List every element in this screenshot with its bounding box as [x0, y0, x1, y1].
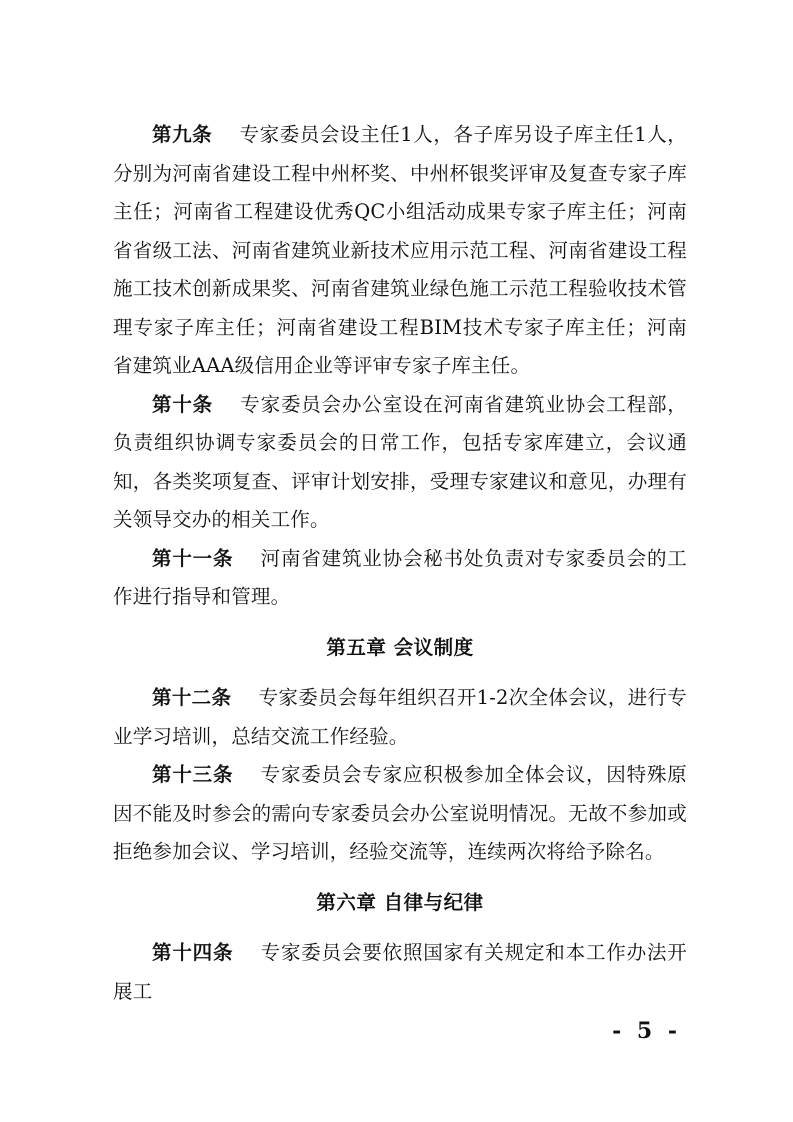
article-label: 第十二条 — [152, 686, 232, 709]
article-text: 专家委员会专家应积极参加全体会议，因特殊原因不能及时参会的需向专家委员会办公室说明情况。无故不参加或拒绝参加会议、学习培训，经验交流等，连续两次将给予除名。 — [113, 763, 687, 863]
article-text: 专家委员会设主任1人，各子库另设子库主任1人，分别为河南省建设工程中州杯奖、中州杯银奖评审及复查专家子库主任；河南省工程建设优秀QC小组活动成果专家子库主任；河南省省级工法、河南省建筑业新技术应用示范工程、河南省建设工程施工技术创新成果奖、河南省建筑业绿色施工示范工程验收技术管理专家子库主任；河南省建设工程BIM技术专家子库主任；河南省建筑业AAA级信用企业等评审专家子库主任。 — [113, 123, 687, 377]
article-label: 第十四条 — [152, 941, 234, 964]
article-text: 专家委员会每年组织召开1-2次全体会议，进行专业学习培训，总结交流工作经验。 — [113, 686, 687, 748]
article-11 — [113, 540, 687, 617]
chapter-heading-5: 第五章 会议制度 — [326, 635, 474, 659]
article-label: 第十一条 — [152, 546, 234, 570]
article-10 — [113, 386, 687, 540]
article-12 — [113, 679, 687, 756]
article-text: 河南省建筑业协会秘书处负责对专家委员会的工作进行指导和管理。 — [113, 546, 687, 608]
article-label: 第九条 — [152, 123, 213, 146]
article-text: 专家委员会要依照国家有关规定和本工作办法开展工 — [113, 941, 687, 1003]
article-label: 第十条 — [152, 392, 213, 416]
article-9 — [113, 116, 687, 386]
article-13 — [113, 756, 687, 872]
chapter-heading-6: 第六章 自律与纪律 — [316, 890, 484, 914]
article-text: 专家委员会办公室设在河南省建筑业协会工程部，负责组织协调专家委员会的日常工作，包括专家库建立，会议通知，各类奖项复查、评审计划安排，受理专家建议和意见，办理有关领导交办的相关工作。 — [113, 392, 687, 531]
document-body — [113, 116, 687, 1011]
article-14 — [113, 934, 687, 1011]
page-number: - 5 - — [612, 1018, 681, 1044]
article-label: 第十三条 — [152, 763, 234, 786]
